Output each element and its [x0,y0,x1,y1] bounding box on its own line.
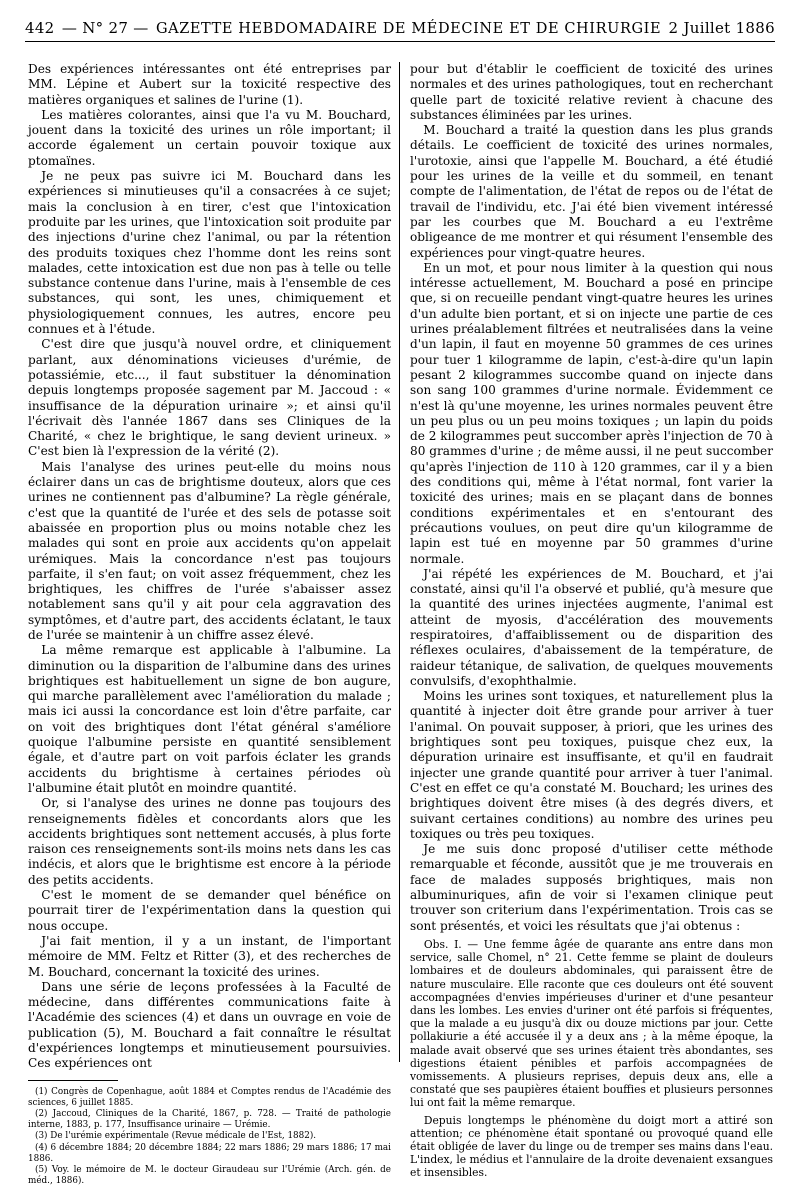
page-number: 442 [25,19,55,37]
paragraph: Dans une série de leçons professées à la Faculté de médecine, dans différentes communications faite à l'Académie des sciences (4) et dans un ouvrage en voie de publication (5), M. Bouchard a fait connaître le résultat d'expériences longtemps et minutieusement poursuivies. Ces expériences ont [28,979,391,1071]
running-header [25,12,775,42]
paragraph: pour but d'établir le coefficient de toxicité des urines normales et des urines pathologiques, tout en recherchant quelle part de toxicité relative revient à chacune des substances éliminées par les urines. [410,62,773,122]
paragraph: Mais l'analyse des urines peut-elle du moins nous éclairer dans un cas de brightisme douteux, alors que ces urines ne contiennent pas d'albumine? La règle générale, c'est que la quantité de l'urée et des sels de potasse soit abaissée en proportion plus ou moins notable chez les malades qui sont en proie aux accidents qu'on appelait urémiques. Mais la concordance n'est pas toujours parfaite, il s'en faut; on voit assez fréquemment, chez les brightiques, les chiffres de l'urée s'abaisser assez notablement sans qu'il y ait pour cela aggravation des symptômes, et d'autre part, des accidents éclatant, le taux de l'urée se maintenir à un chiffre assez élevé. [28,459,391,642]
paragraph: Je me suis donc proposé d'utiliser cette méthode remarquable et féconde, aussitôt que je me trouverais en face de malades supposés brightiques, mais non albuminuriques, afin de voir si l'examen clinique peut trouver son criterium dans l'expérimentation. Trois cas se sont présentés, et voici les résultats que j'ai obtenus : [410,842,773,933]
footnote-rule [28,1080,118,1081]
column-divider [399,62,400,1062]
footnote: (2) Jaccoud, Cliniques de la Charité, 1867, p. 728. — Traité de pathologie interne, 1883, p. 177, Insuffisance urinaire — Urémie. [28,1109,391,1131]
paragraph: J'ai répété les expériences de M. Bouchard, et j'ai constaté, ainsi qu'il l'a observé et publié, qu'à mesure que la quantité des urines injectées augmente, l'animal est atteint de myosis, d'accélération des mouvements respiratoires, d'affaiblissement ou de disparition des réflexes oculaires, d'abaissement de la température, de raideur tétanique, de salivation, de quelques mouvements convulsifs, d'exophthalmie. [410,566,773,688]
journal-title: GAZETTE HEBDOMADAIRE DE MÉDECINE ET DE CHIRURGIE [155,21,662,37]
footnote: (1) Congrès de Copenhague, août 1884 et Comptes rendus de l'Académie des sciences, 6 juillet 1885. [28,1086,391,1108]
issue-number: — N° 27 — [61,19,149,37]
paragraph: Les matières colorantes, ainsi que l'a vu M. Bouchard, jouent dans la toxicité des urines un rôle important; il accorde également un certain pouvoir toxique aux ptomaïnes. [28,107,391,168]
paragraph: En un mot, et pour nous limiter à la question qui nous intéresse actuellement, M. Bouchard a posé en principe que, si on recueille pendant vingt-quatre heures les urines d'un adulte bien portant, et si on injecte une partie de ces urines préalablement filtrées et neutralisées dans la veine d'un lapin, il faut en moyenne 50 grammes de ces urines pour tuer 1 kilogramme de lapin, c'est-à-dire qu'un lapin pesant 2 kilogrammes succombe quand on injecte dans son sang 100 grammes d'urine normale. Évidemment ce n'est là qu'une moyenne, les urines normales peuvent être un peu plus ou un peu moins toxiques ; un lapin du poids de 2 kilogrammes peut succomber après l'injection de 70 à 80 grammes d'urine ; de même aussi, il ne peut succomber qu'après l'injection de 110 à 120 grammes, car il y a bien des conditions qui, même à l'état normal, font varier la toxicité des urines; mais en se plaçant dans de bonnes conditions expérimentales et en s'entourant des précautions voulues, on peut dire qu'un kilogramme de lapin est tué en moyenne par 50 grammes d'urine normale. [410,260,774,566]
observation-paragraph: Depuis longtemps le phénomène du doigt mort a attiré son attention; ce phénomène était spontané ou provoqué quand elle était obligée de laver du linge ou de tremper ses mains dans l'eau. L'index, le médius et l'annulaire de la droite devenaient exsangues et insensibles. [410,1113,773,1180]
footnote: (3) De l'urémie expérimentale (Revue médicale de l'Est, 1882). [35,1131,317,1142]
paragraph: Or, si l'analyse des urines ne donne pas toujours des renseignements fidèles et concordants alors que les accidents brightiques sont nettement accusés, à plus forte raison ces renseignements sont-ils moins nets dans les cas indécis, et alors que le brightisme est encore à la période des petits accidents. [28,796,391,887]
paragraph: Je ne peux pas suivre ici M. Bouchard dans les expériences si minutieuses qu'il a consacrées à ce sujet; mais la conclusion à en tirer, c'est que l'intoxication produite par les urines, que l'intoxication soit produite par des injections d'urine chez l'animal, ou par la rétention des produits toxiques chez l'homme dont les reins sont malades, cette intoxication est due non pas à telle ou telle substance contenue dans l'urine, mais à l'ensemble de ces substances, qui sont, les unes, chimiquement et physiologiquement connues, les autres, encore peu connues et à l'étude. [28,169,391,337]
issue-date: 2 Juillet 1886 [668,19,775,37]
observation-paragraph: Obs. I. — Une femme âgée de quarante ans entre dans mon service, salle Chomel, n° 21. Cette femme se plaint de douleurs lombaires et de douleurs abdominales, qui paraissent être de nature musculaire. Elle raconte que ces douleurs ont été souvent accompagnées d'envies impérieuses d'uriner et d'une pesanteur dans les lombes. Les envies d'uriner ont été parfois si fréquentes, que la malade a eu jusqu'à dix ou douze mictions par jour. Cette pollakiurie a été accusée il y a deux ans ; à la même époque, la malade avait observé que ses urines étaient très abondantes, ses digestions étaient pénibles et parfois accompagnées de vomissements. A plusieurs reprises, depuis deux ans, elle a constaté que ses paupières étaient bouffies et plusieurs personnes lui ont fait la même remarque. [410,937,773,1110]
paragraph: M. Bouchard a traité la question dans les plus grands détails. Le coefficient de toxicité des urines normales, l'urotoxie, ainsi que l'appelle M. Bouchard, a été étudié pour les urines de la veille et du sommeil, en tenant compte de l'alimentation, de l'état de repos ou de l'état de travail de l'individu, etc. J'ai été bien vivement intéressé par les courbes que M. Bouchard a eu l'extrême obligeance de me montrer et qui résument l'ensemble des expériences pour vingt-quatre heures. [410,123,773,260]
paragraph: Moins les urines sont toxiques, et naturellement plus la quantité à injecter doit être grande pour arriver à tuer l'animal. On pouvait supposer, à priori, que les urines des brightiques sont peu toxiques, puisque chez eux, la dépuration urinaire est insuffisante, et qu'il en faudrait injecter une grande quantité pour arriver à tuer l'animal. C'est en effet ce qu'a constaté M. Bouchard; les urines des brightiques doivent être mises (à des degrés divers, et suivant certaines conditions) au nombre des urines peu toxiques ou très peu toxiques. [410,689,773,841]
footnote: (4) 6 décembre 1884; 20 décembre 1884; 22 mars 1886; 29 mars 1886; 17 mai 1886. [28,1142,391,1164]
paragraph: Des expériences intéressantes ont été entreprises par MM. Lépine et Aubert sur la toxicité respective des matières organiques et salines de l'urine (1). [28,62,391,107]
right-column [410,62,773,1180]
paragraph: La même remarque est applicable à l'albumine. La diminution ou la disparition de l'albumine dans des urines brightiques est habituellement un signe de bon augure, qui marche parallèlement avec l'amélioration du malade ; mais ici aussi la concordance est loin d'être parfaite, car on voit des brightiques dont l'état général s'améliore quoique l'albumine persiste en quantité sensiblement égale, et d'autre part on voit parfois éclater les grands accidents du brightisme à certaines périodes où l'albumine était plutôt en moindre quantité. [28,643,391,795]
paragraph: J'ai fait mention, il y a un instant, de l'important mémoire de MM. Feltz et Ritter (3), et des recherches de M. Bouchard, concernant la toxicité des urines. [28,933,391,979]
footnote: (5) Voy. le mémoire de M. le docteur Giraudeau sur l'Urémie (Arch. gén. de méd., 1886). [28,1165,391,1187]
paragraph: C'est le moment de se demander quel bénéfice on pourrait tirer de l'expérimentation dans la question qui nous occupe. [28,888,391,933]
paragraph: C'est dire que jusqu'à nouvel ordre, et cliniquement parlant, aux dénominations vicieuses d'urémie, de potassiémie, etc..., il faut substituer la dénomination depuis longtemps proposée sagement par M. Jaccoud : « insuffisance de la dépuration urinaire »; et ainsi qu'il l'écrivait dès l'année 1867 dans ses Cliniques de la Charité, « chez le brightique, le sang devient urineux. » C'est bien là l'expression de la vérité (2). [28,337,391,459]
left-column [28,62,391,1187]
